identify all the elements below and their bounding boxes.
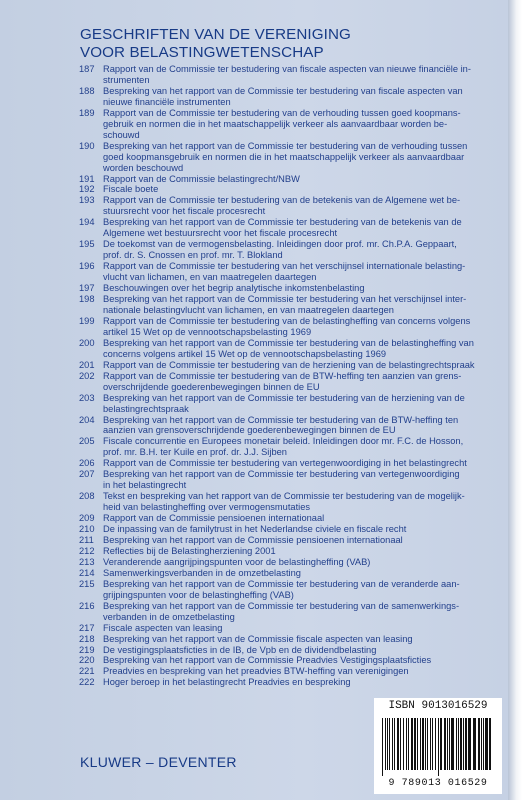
publication-list <box>79 64 500 688</box>
entry-title <box>103 557 500 568</box>
list-item <box>79 217 500 239</box>
entry-number: 197 <box>79 283 95 294</box>
barcode-bar <box>382 718 383 776</box>
barcode-bar <box>427 718 428 770</box>
entry-number: 212 <box>79 545 95 556</box>
entry-title-line: De inpassing van de familytrust in het Nederlandse civiele en fiscale recht <box>103 524 407 535</box>
entry-number: 202 <box>79 370 95 381</box>
entry-title <box>103 645 500 656</box>
entry-title <box>103 239 500 261</box>
entry-number: 215 <box>79 578 95 589</box>
barcode-bars <box>382 718 494 778</box>
list-item <box>79 634 500 645</box>
entry-title-line: Bespreking van het rapport van de Commissie fiscale aspecten van leasing <box>103 633 413 644</box>
entry-title-line: heid van belastingheffing over vermogensmutaties <box>103 502 311 513</box>
entry-title-line: Bespreking van het rapport van de Commissie ter bestudering van de samenwerkings- <box>103 600 460 611</box>
list-item <box>79 393 500 415</box>
entry-title <box>103 86 500 108</box>
entry-title-line: Rapport van de Commissie belastingrecht/NBW <box>103 173 300 184</box>
barcode-bar <box>483 718 484 770</box>
barcode-bar <box>385 718 386 770</box>
entry-title-line: Rapport van de Commissie ter bestudering van de verhouding tussen goed koopmans- <box>103 107 461 118</box>
entry-title <box>103 338 500 360</box>
entry-title-line: Rapport van de Commissie ter bestudering van vertegenwoordiging in het belastingrecht <box>103 458 467 469</box>
barcode <box>374 714 502 794</box>
entry-number: 221 <box>79 666 95 677</box>
barcode-bar <box>406 718 407 770</box>
barcode-bar <box>417 718 418 770</box>
entry-title-line: Samenwerkingsverbanden in de omzetbelasting <box>103 567 301 578</box>
barcode-bar <box>473 718 476 770</box>
entry-title <box>103 535 500 546</box>
entry-title-line: artikel 15 Wet op de vennootschapsbelasting 1969 <box>103 326 312 337</box>
list-item <box>79 415 500 437</box>
barcode-digits: 9 789013 016529 <box>388 778 488 789</box>
list-item <box>79 513 500 524</box>
entry-number: 189 <box>79 107 95 118</box>
entry-number: 222 <box>79 677 95 688</box>
entry-title <box>103 634 500 645</box>
barcode-bar <box>456 718 457 770</box>
entry-title-line: De vestigingsplaatsficties in de IB, de Vpb en de dividendbelasting <box>103 644 377 655</box>
barcode-bar <box>425 718 426 770</box>
entry-title-line: Fiscale boete <box>103 184 159 195</box>
entry-title <box>103 294 500 316</box>
barcode-bar <box>430 718 431 770</box>
entry-title-line: Rapport van de Commissie ter bestudering van de belastingheffing van concerns volgens <box>103 315 471 326</box>
entry-title <box>103 666 500 677</box>
list-item <box>79 579 500 601</box>
series-title-line-2: VOOR BELASTINGWETENSCHAP <box>80 44 324 61</box>
list-item <box>79 458 500 469</box>
barcode-bar <box>451 718 454 770</box>
series-title-line-1: GESCHRIFTEN VAN DE VERENIGING <box>80 26 351 43</box>
entry-title-line: grijpingspunten voor de belastingheffing (VAB) <box>103 589 294 600</box>
list-item <box>79 316 500 338</box>
list-item <box>79 666 500 677</box>
entry-title-line: worden beschouwd <box>103 162 184 173</box>
barcode-bar <box>478 718 480 770</box>
entry-title-line: goed koopmansgebruik en normen die in het maatschappelijk verkeer als aanvaardbaar <box>103 151 465 162</box>
list-item <box>79 557 500 568</box>
entry-title <box>103 655 500 666</box>
list-item <box>79 568 500 579</box>
entry-number: 206 <box>79 458 95 469</box>
entry-title <box>103 108 500 141</box>
entry-title-line: Bespreking van het rapport van de Commissie ter bestudering van vertegenwoordiging <box>103 469 460 480</box>
entry-title-line: Rapport van de Commissie pensioenen internationaal <box>103 513 325 524</box>
barcode-bar <box>444 718 446 770</box>
entry-title <box>103 491 500 513</box>
entry-number: 213 <box>79 556 95 567</box>
list-item <box>79 524 500 535</box>
entry-title-line: nieuwe financiële instrumenten <box>103 96 231 107</box>
entry-title <box>103 261 500 283</box>
list-item <box>79 86 500 108</box>
entry-number: 194 <box>79 217 95 228</box>
entry-number: 216 <box>79 600 95 611</box>
entry-title <box>103 524 500 535</box>
entry-title-line: verbanden in de omzetbelasting <box>103 611 235 622</box>
entry-number: 210 <box>79 524 95 535</box>
entry-title-line: Rapport van de Commissie ter bestudering van het verschijnsel internationale belasting- <box>103 261 466 272</box>
entry-title <box>103 623 500 634</box>
barcode-bar <box>397 718 399 770</box>
entry-title-line: in het belastingrecht <box>103 480 187 491</box>
barcode-bar <box>392 718 393 770</box>
list-item <box>79 535 500 546</box>
list-item <box>79 601 500 623</box>
entry-title-line: Bespreking van het rapport van de Commissie ter bestudering van fiscale aspecten van <box>103 85 463 96</box>
entry-title-line: Fiscale aspecten van leasing <box>103 622 223 633</box>
barcode-bar <box>432 718 433 770</box>
list-item <box>79 64 500 86</box>
series-title <box>80 26 500 62</box>
entry-number: 220 <box>79 655 95 666</box>
entry-number: 208 <box>79 491 95 502</box>
barcode-bar <box>403 718 404 770</box>
list-item <box>79 469 500 491</box>
entry-title-line: overschrijdende goederenbewegingen binnen de EU <box>103 381 320 392</box>
entry-title <box>103 458 500 469</box>
list-item <box>79 141 500 174</box>
list-item <box>79 174 500 185</box>
entry-title-line: strumenten <box>103 74 150 85</box>
entry-number: 217 <box>79 622 95 633</box>
entry-number: 198 <box>79 294 95 305</box>
entry-title <box>103 513 500 524</box>
entry-title-line: Bespreking van het rapport van de Commissie ter bestudering van de BTW-heffing ten <box>103 414 459 425</box>
barcode-bar <box>420 718 421 770</box>
list-item <box>79 283 500 294</box>
entry-title <box>103 677 500 688</box>
entry-number: 200 <box>79 337 95 348</box>
entry-title-line: prof. dr. S. Cnossen en prof. mr. T. Blokland <box>103 250 283 261</box>
barcode-bar <box>422 718 424 770</box>
entry-title-line: Bespreking van het rapport van de Commissie pensioenen internationaal <box>103 534 403 545</box>
barcode-bar <box>485 718 488 770</box>
entry-title <box>103 436 500 458</box>
entry-title <box>103 393 500 415</box>
entry-number: 218 <box>79 633 95 644</box>
entry-title-line: schouwd <box>103 129 140 140</box>
entry-title <box>103 217 500 239</box>
entry-title-line: prof. mr. B.H. ter Kuile en prof. dr. J.J. Sijben <box>103 447 287 458</box>
entry-title-line: Bespreking van het rapport van de Commissie ter bestudering van het verschijnsel inter- <box>103 294 467 305</box>
book-edge <box>508 0 522 800</box>
entry-title-line: concerns volgens artikel 15 Wet op de vennootschapsbelasting 1969 <box>103 348 387 359</box>
barcode-bar <box>408 718 409 770</box>
entry-title-line: Rapport van de Commissie ter bestudering van de betekenis van de Algemene wet be- <box>103 195 461 206</box>
entry-title-line: Tekst en bespreking van het rapport van de Commissie ter bestudering van de mogelijk- <box>103 491 465 502</box>
entry-title-line: Preadvies en bespreking van het preadvies BTW-heffing van verenigingen <box>103 666 409 677</box>
entry-number: 190 <box>79 140 95 151</box>
entry-title-line: Algemene wet bestuursrecht voor het fiscale procesrecht <box>103 228 338 239</box>
entry-title-line: vlucht van lichamen, en van maatregelen daartegen <box>103 272 317 283</box>
entry-number: 211 <box>79 534 94 545</box>
list-item <box>79 261 500 283</box>
entry-title <box>103 415 500 437</box>
entry-number: 199 <box>79 315 95 326</box>
entry-title-line: Beschouwingen over het begrip analytische inkomstenbelasting <box>103 283 365 294</box>
barcode-bar <box>447 718 448 770</box>
list-item <box>79 677 500 688</box>
entry-title <box>103 141 500 174</box>
entry-number: 201 <box>79 359 95 370</box>
list-item <box>79 108 500 141</box>
barcode-bar <box>394 718 395 770</box>
entry-title <box>103 174 500 185</box>
entry-number: 219 <box>79 644 95 655</box>
entry-title-line: gebruik en normen die in het maatschappelijk verkeer als aanvaardbaar worden be- <box>103 118 448 129</box>
entry-title <box>103 469 500 491</box>
entry-number: 203 <box>79 392 95 403</box>
barcode-bar <box>435 718 436 770</box>
list-item <box>79 195 500 217</box>
entry-number: 204 <box>79 414 95 425</box>
entry-number: 192 <box>79 184 95 195</box>
entry-title-line: Bespreking van het rapport van de Commissie ter bestudering van de belastingheffing van <box>103 337 474 348</box>
barcode-bar <box>458 718 459 770</box>
entry-title <box>103 371 500 393</box>
entry-title-line: Bespreking van het rapport van de Commissie ter bestudering van de verhouding tussen <box>103 140 468 151</box>
barcode-bar <box>481 718 482 770</box>
publisher-imprint: KLUWER – DEVENTER <box>80 754 237 770</box>
entry-title-line: Bespreking van het rapport van de Commissie ter bestudering van de veranderde aan- <box>103 578 460 589</box>
entry-title-line: De toekomst van de vermogensbelasting. Inleidingen door prof. mr. Ch.P.A. Geppaart, <box>103 239 457 250</box>
entry-title-line: stuursrecht voor het fiscale procesrecht <box>103 206 266 217</box>
entry-title-line: nationale belastingvlucht van lichamen, en van maatregelen daartegen <box>103 304 394 315</box>
list-item <box>79 338 500 360</box>
entry-title <box>103 64 500 86</box>
list-item <box>79 491 500 513</box>
list-item <box>79 436 500 458</box>
entry-title-line: Rapport van de Commissie ter bestudering van de herziening van de belastingrechtspraak <box>103 359 475 370</box>
entry-number: 195 <box>79 239 95 250</box>
barcode-bar <box>400 718 401 770</box>
barcode-bar <box>489 718 491 770</box>
list-item <box>79 623 500 634</box>
entry-title <box>103 184 500 195</box>
list-item <box>79 239 500 261</box>
entry-title-line: aanzien van grensoverschrijdende goederenbewegingen binnen de EU <box>103 425 396 436</box>
entry-title-line: belastingrechtspraak <box>103 403 189 414</box>
entry-title-line: Bespreking van het rapport van de Commissie ter bestudering van de herziening van de <box>103 392 465 403</box>
barcode-bar <box>438 718 439 776</box>
entry-number: 205 <box>79 436 95 447</box>
entry-title <box>103 195 500 217</box>
entry-title <box>103 283 500 294</box>
barcode-bar <box>411 718 413 770</box>
entry-number: 187 <box>79 64 95 74</box>
entry-title <box>103 568 500 579</box>
entry-title <box>103 316 500 338</box>
barcode-bar <box>468 718 471 770</box>
entry-number: 193 <box>79 195 95 206</box>
entry-title-line: Reflecties bij de Belastingherziening 2001 <box>103 545 276 556</box>
list-item <box>79 371 500 393</box>
isbn-label: ISBN 9013016529 <box>374 698 502 714</box>
entry-title-line: Veranderende aangrijpingspunten voor de belastingheffing (VAB) <box>103 556 371 567</box>
list-item <box>79 184 500 195</box>
entry-title-line: Rapport van de Commissie ter bestudering van fiscale aspecten van nieuwe financiële in- <box>103 64 471 74</box>
list-item <box>79 655 500 666</box>
entry-number: 214 <box>79 567 95 578</box>
list-item <box>79 294 500 316</box>
entry-title-line: Hoger beroep in het belastingrecht Preadvies en bespreking <box>103 677 351 688</box>
barcode-bar <box>460 718 462 770</box>
entry-number: 209 <box>79 513 95 524</box>
barcode-bar <box>465 718 467 770</box>
list-item <box>79 546 500 557</box>
entry-number: 196 <box>79 261 95 272</box>
barcode-bar <box>440 718 442 770</box>
barcode-bar <box>387 718 388 770</box>
entry-number: 188 <box>79 85 95 96</box>
entry-title-line: Rapport van de Commissie ter bestudering van de BTW-heffing ten aanzien van grens- <box>103 370 462 381</box>
barcode-bar <box>449 718 450 770</box>
entry-title <box>103 579 500 601</box>
entry-title-line: Fiscale concurrentie en Europees monetair beleid. Inleidingen door mr. F.C. de Hosson, <box>103 436 464 447</box>
entry-title <box>103 546 500 557</box>
list-item <box>79 360 500 371</box>
entry-title-line: Bespreking van het rapport van de Commissie ter bestudering van de betekenis van de <box>103 217 462 228</box>
barcode-bar <box>389 718 390 770</box>
list-item <box>79 645 500 656</box>
entry-number: 191 <box>79 173 95 184</box>
barcode-bar <box>414 718 416 770</box>
barcode-bar <box>463 718 464 770</box>
entry-number: 207 <box>79 469 95 480</box>
entry-title-line: Bespreking van het rapport van de Commissie Preadvies Vestigingsplaatsficties <box>103 655 432 666</box>
entry-title <box>103 601 500 623</box>
entry-title <box>103 360 500 371</box>
